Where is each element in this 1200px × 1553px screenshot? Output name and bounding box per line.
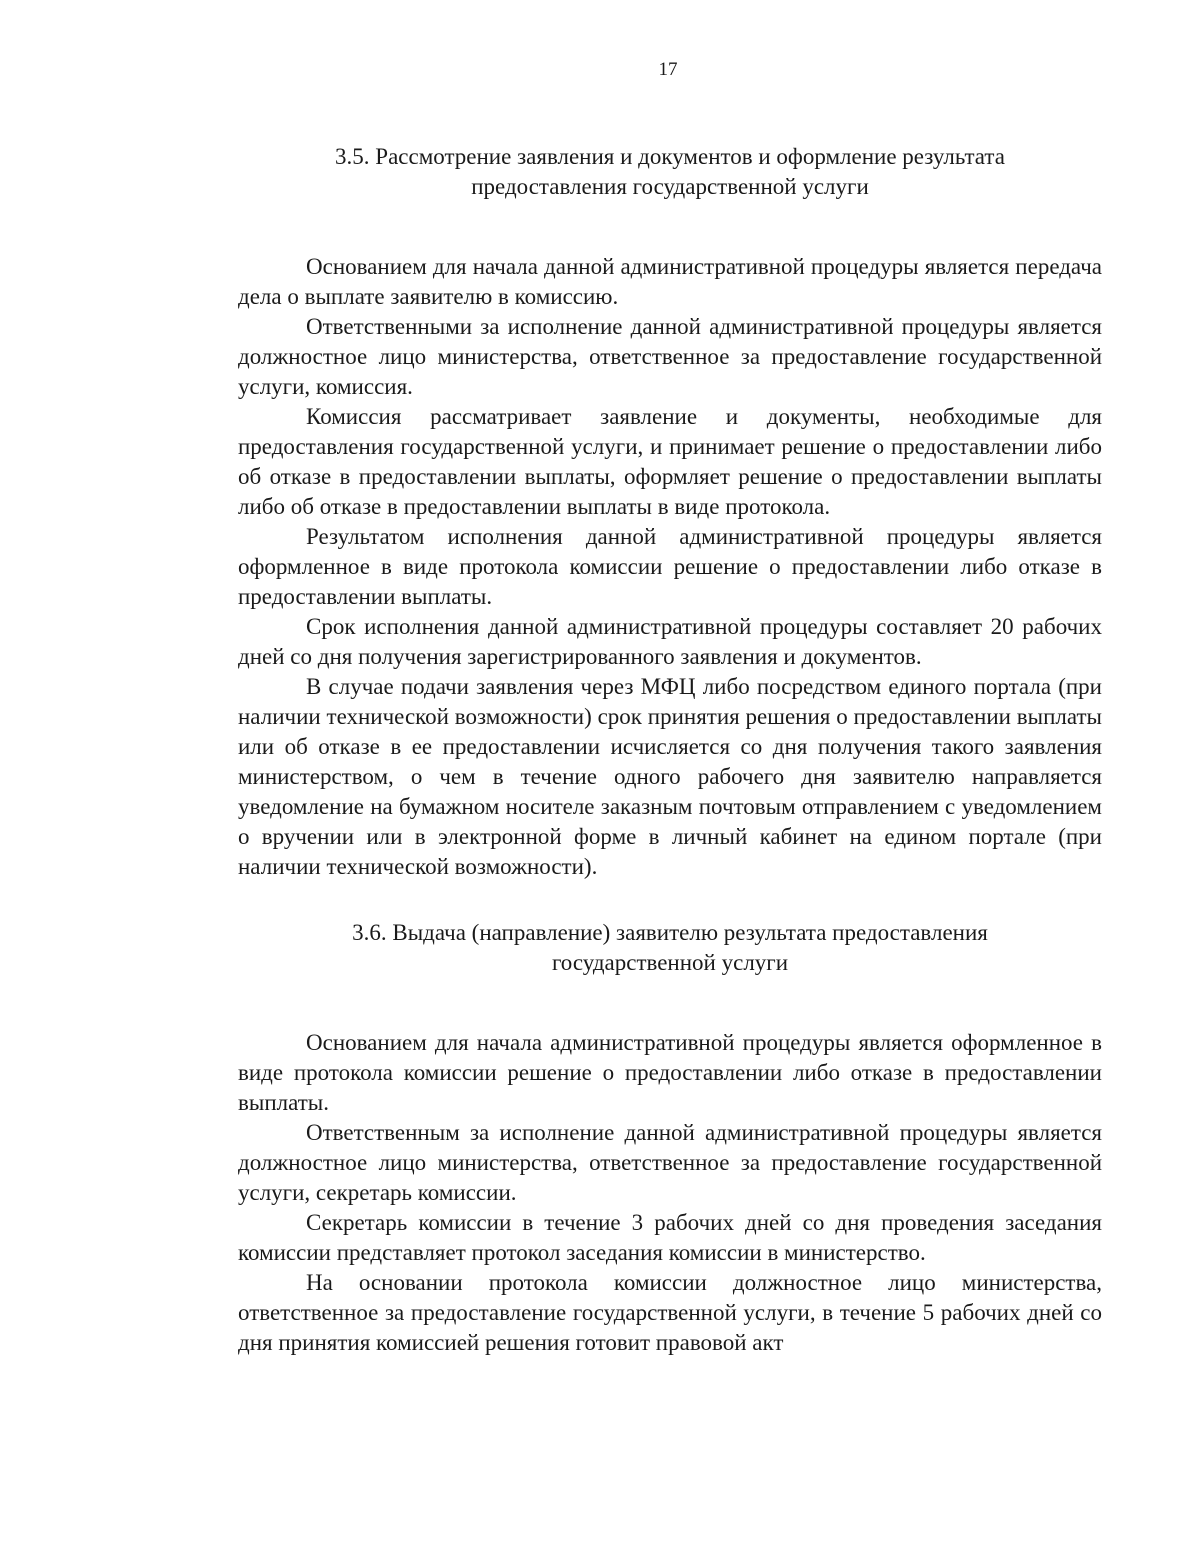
section-3-5-heading-line-1: 3.5. Рассмотрение заявления и документов и оформление результата <box>335 144 1005 169</box>
section-3-6-paragraph: Ответственным за исполнение данной административной процедуры является должностное лицо министерства, ответственное за предоставление государственной услуги, секретарь комиссии. <box>238 1120 1102 1205</box>
section-3-5-paragraph: Ответственными за исполнение данной административной процедуры является должностное лицо министерства, ответственное за предоставление государственной услуги, комиссия. <box>238 314 1102 399</box>
section-3-5-heading <box>238 142 1102 202</box>
section-3-6-paragraph: Основанием для начала административной процедуры является оформленное в виде протокола комиссии решение о предоставлении либо отказе в предоставлении выплаты. <box>238 1030 1102 1115</box>
section-3-5-heading-line-2: предоставления государственной услуги <box>471 174 869 199</box>
section-3-5-paragraph: Комиссия рассматривает заявление и документы, необходимые для предоставления государственной услуги, и принимает решение о предоставлении либо об отказе в предоставлении выплаты, оформляет решение о предоставлении выплаты либо об отказе в предоставлении выплаты в виде протокола. <box>238 404 1102 519</box>
section-3-5-paragraph: Основанием для начала данной административной процедуры является передача дела о выплате заявителю в комиссию. <box>238 254 1102 309</box>
section-3-5-paragraph: Срок исполнения данной административной процедуры составляет 20 рабочих дней со дня получения зарегистрированного заявления и документов. <box>238 614 1102 669</box>
section-3-6-heading-line-2: государственной услуги <box>551 950 789 975</box>
section-3-6-paragraph: На основании протокола комиссии должностное лицо министерства, ответственное за предоставление государственной услуги, в течение 5 рабочих дней со дня принятия комиссией решения готовит правовой акт <box>238 1270 1102 1355</box>
section-3-6-heading-line-1: 3.6. Выдача (направление) заявителю результата предоставления <box>352 920 988 945</box>
section-3-6-heading <box>238 918 1102 978</box>
section-3-5-paragraph: Результатом исполнения данной административной процедуры является оформленное в виде протокола комиссии решение о предоставлении либо отказе в предоставлении выплаты. <box>238 524 1102 609</box>
page-number: 17 <box>658 59 678 80</box>
section-3-5-paragraph: В случае подачи заявления через МФЦ либо посредством единого портала (при наличии технической возможности) срок принятия решения о предоставлении выплаты или об отказе в ее предоставлении исчисляется со дня получения такого заявления министерством, о чем в течение одного рабочего дня заявителю направляется уведомление на бумажном носителе заказным почтовым отправлением с уведомлением о вручении или в электронной форме в личный кабинет на едином портале (при наличии технической возможности). <box>238 674 1102 879</box>
document-body <box>238 140 1102 1358</box>
section-3-6-paragraph: Секретарь комиссии в течение 3 рабочих дней со дня проведения заседания комиссии представляет протокол заседания комиссии в министерство. <box>238 1210 1102 1265</box>
